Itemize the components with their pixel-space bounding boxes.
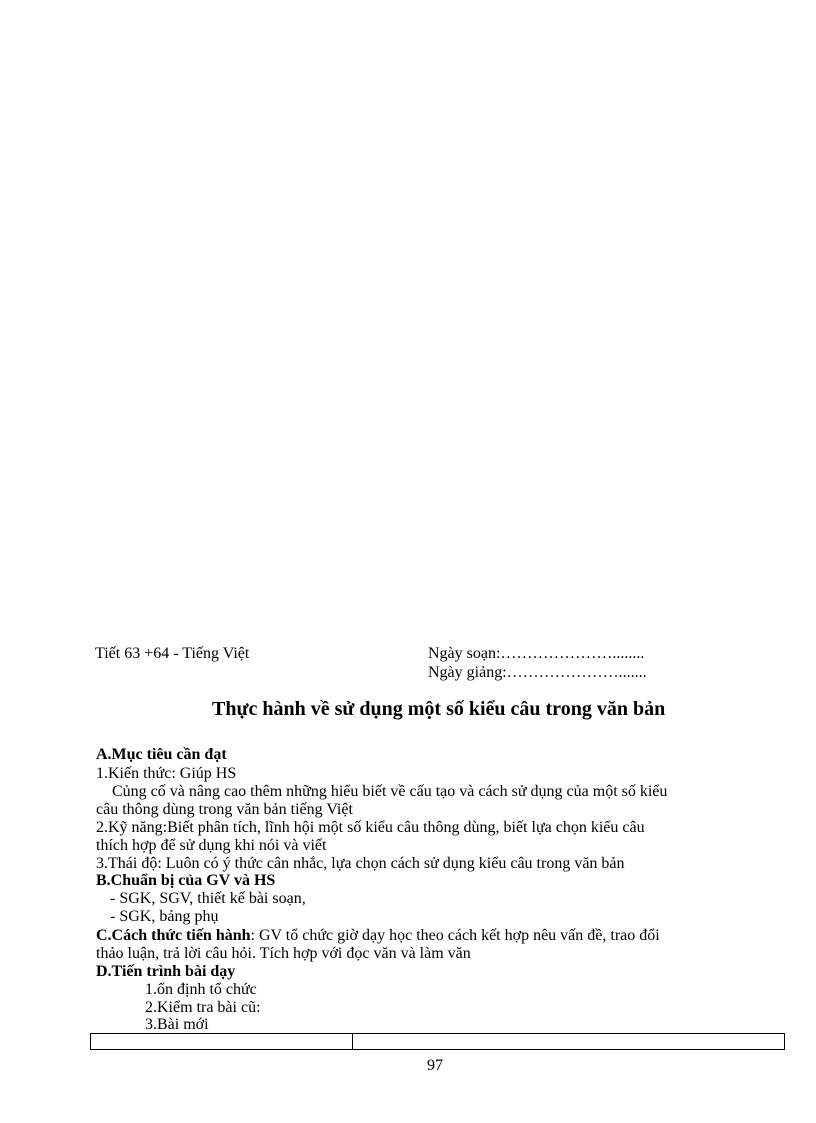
table-cell-left	[91, 1034, 353, 1049]
lesson-table	[90, 1033, 785, 1050]
section-d-item-2: 2.Kiểm tra bài cũ:	[145, 999, 261, 1016]
section-b-item-2: - SGK, bảng phụ	[110, 908, 219, 925]
prep-date: Ngày soạn:…………………........	[428, 645, 645, 662]
table-cell-right	[353, 1034, 784, 1049]
teach-date: Ngày giảng:………………….......	[428, 664, 647, 681]
section-c-text-2: thảo luận, trả lời câu hỏi. Tích hợp với đọc văn và làm văn	[96, 945, 471, 962]
page-number: 97	[427, 1057, 443, 1074]
section-d-heading: D.Tiến trình bài dạy	[96, 963, 236, 980]
section-a-knowledge-text-2: câu thông dùng trong văn bản tiếng Việt	[96, 801, 353, 818]
section-a-skill-1: 2.Kỹ năng:Biết phân tích, lĩnh hội một số kiểu câu thông dùng, biết lựa chọn kiểu câu	[96, 819, 645, 836]
section-b-item-1: - SGK, SGV, thiết kế bài soạn,	[110, 890, 306, 907]
section-c-heading: C.Cách thức tiến hành	[96, 927, 251, 944]
section-a-attitude: 3.Thái độ: Luôn có ý thức cân nhắc, lựa chọn cách sử dụng kiểu câu trong văn bản	[96, 855, 625, 872]
lesson-label: Tiết 63 +64 - Tiếng Việt	[95, 645, 250, 662]
section-a-knowledge: 1.Kiến thức: Giúp HS	[96, 765, 237, 782]
section-a-knowledge-text-1: Củng cố và nâng cao thêm những hiểu biết về cấu tạo và cách sử dụng của một số kiểu	[112, 783, 668, 800]
section-d-item-3: 3.Bài mới	[145, 1016, 209, 1033]
section-b-heading: B.Chuẩn bị của GV và HS	[96, 872, 276, 889]
section-a-heading: A.Mục tiêu cần đạt	[96, 746, 227, 763]
section-a-skill-2: thích hợp để sử dụng khi nói và viết	[96, 837, 327, 854]
section-d-item-1: 1.ổn định tổ chức	[145, 981, 257, 998]
section-c-text-1: : GV tổ chức giờ dạy học theo cách kết hợp nêu vấn đề, trao đổi	[250, 927, 660, 944]
page-title: Thực hành về sử dụng một số kiểu câu trong văn bản	[212, 698, 666, 720]
section-c-line-1	[96, 927, 660, 944]
